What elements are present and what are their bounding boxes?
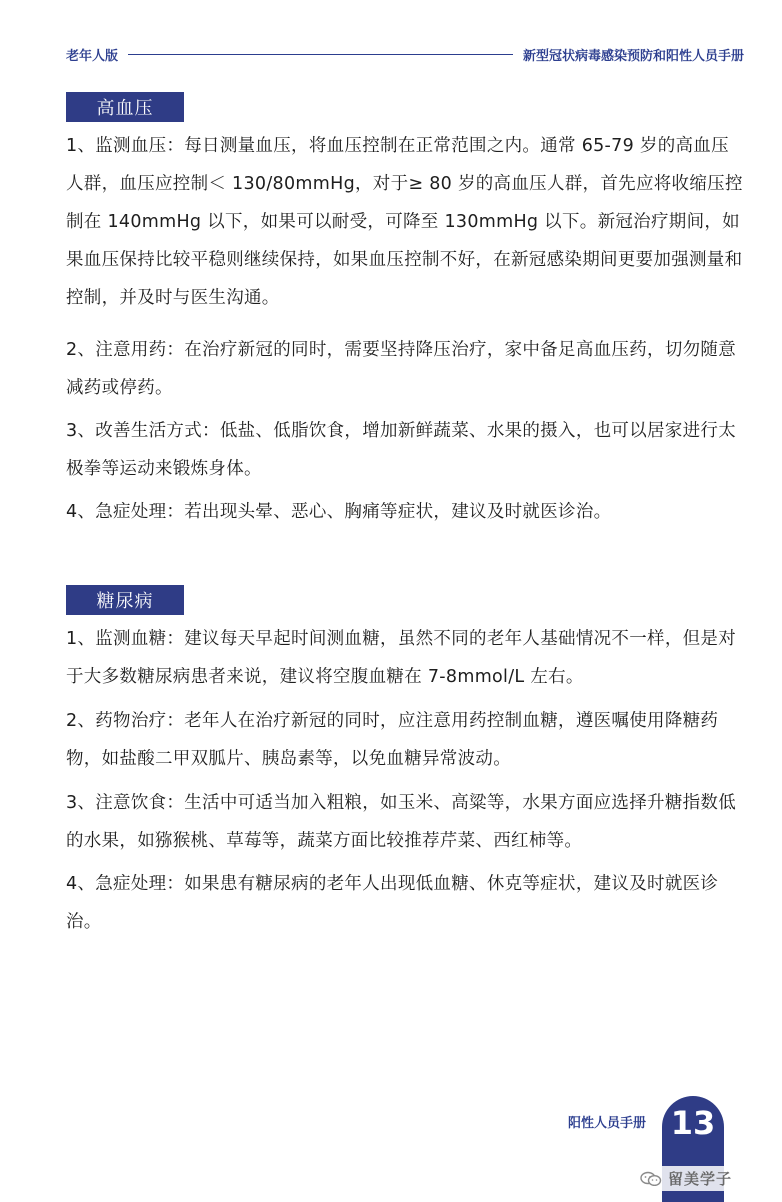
edition-label: 老年人版 (66, 48, 119, 64)
diabetes-paragraph-3: 3、注意饮食：生活中可适当加入粗粮，如玉米、高粱等，水果方面应选择升糖指数低的水果，如猕猴桃、草莓等，蔬菜方面比较推荐芹菜、西红柿等。 (66, 793, 737, 851)
page-header (66, 42, 744, 66)
watermark-text: 留美学子 (668, 1170, 733, 1188)
page-number: 13 (670, 1104, 716, 1142)
diabetes-paragraph-4: 4、急症处理：如果患有糖尿病的老年人出现低血糖、休克等症状，建议及时就医诊治。 (66, 874, 719, 932)
footer-label: 阳性人员手册 (568, 1116, 647, 1131)
diabetes-paragraph-1: 1、监测血糖：建议每天早起时间测血糖，虽然不同的老年人基础情况不一样，但是对于大多数糖尿病患者来说，建议将空腹血糖在 7-8mmol/L 左右。 (66, 629, 737, 687)
manual-title: 新型冠状病毒感染预防和阳性人员手册 (522, 48, 744, 64)
hypertension-paragraph-3: 3、改善生活方式：低盐、低脂饮食，增加新鲜蔬菜、水果的摄入，也可以居家进行太极拳等运动来锻炼身体。 (66, 421, 737, 479)
section-tag-hypertension: 高血压 (66, 92, 184, 122)
wechat-icon (640, 1171, 662, 1187)
hypertension-paragraph-4: 4、急症处理：若出现头晕、恶心、胸痛等症状，建议及时就医诊治。 (66, 502, 612, 522)
hypertension-paragraph-2: 2、注意用药：在治疗新冠的同时，需要坚持降压治疗，家中备足高血压药，切勿随意减药或停药。 (66, 340, 737, 398)
watermark (636, 1166, 738, 1191)
hypertension-paragraph-1: 1、监测血压：每日测量血压，将血压控制在正常范围之内。通常 65-79 岁的高血压人群，血压应控制＜ 130/80mmHg，对于≥ 80 岁的高血压人群，首先应将收缩压控制在 140mmHg 以下，如果可以耐受，可降至 130mmHg 以下。新冠治疗期间，如果血压保持比较平稳则继续保持，如果血压控制不好，在新冠感染期间更要加强测量和控制，并及时与医生沟通。 (66, 136, 743, 308)
header-rule (128, 54, 513, 55)
section-tag-diabetes: 糖尿病 (66, 585, 184, 615)
diabetes-paragraph-2: 2、药物治疗：老年人在治疗新冠的同时，应注意用药控制血糖，遵医嘱使用降糖药物，如盐酸二甲双胍片、胰岛素等，以免血糖异常波动。 (66, 711, 719, 769)
